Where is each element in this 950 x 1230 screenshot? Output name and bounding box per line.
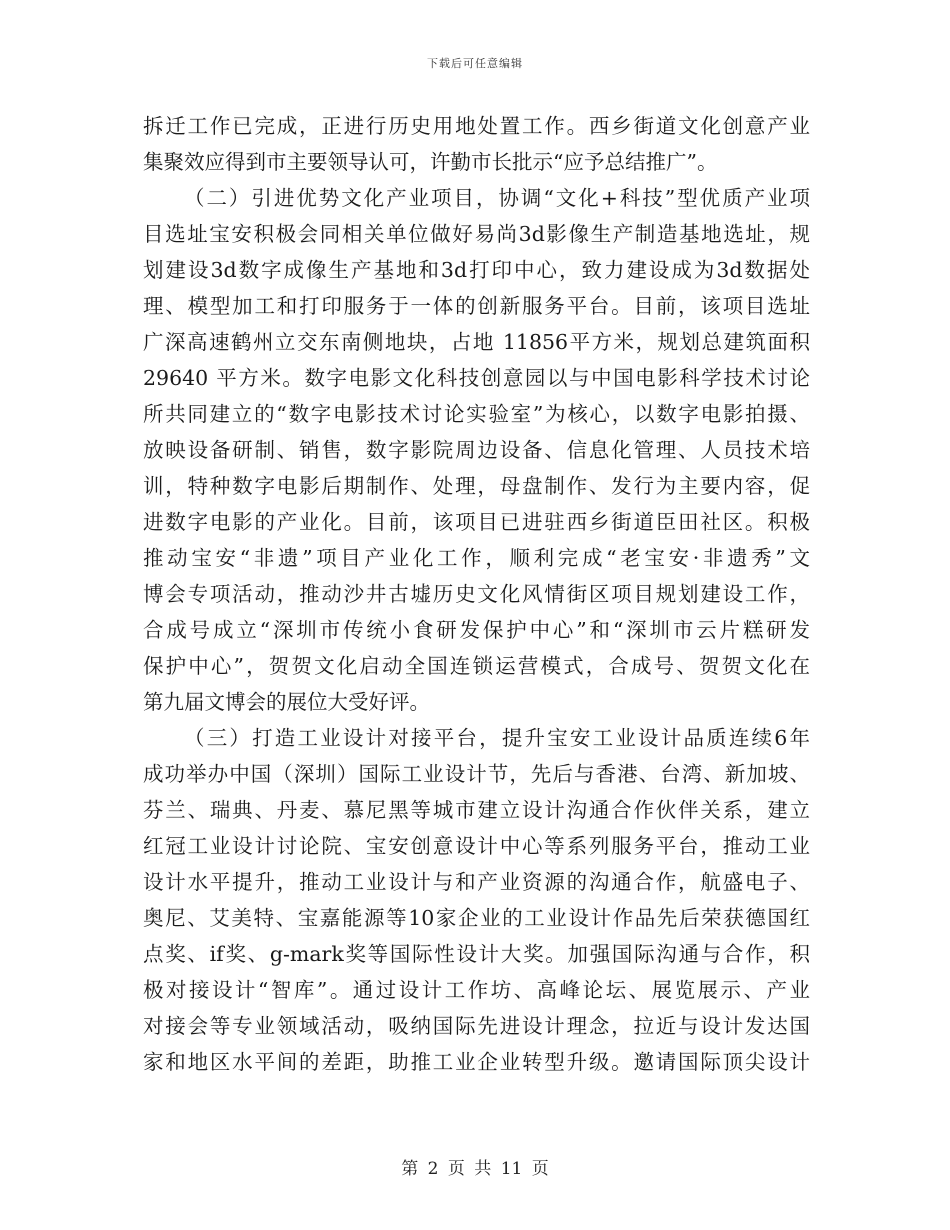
body-line: 所共同建立的“数字电影技术讨论实验室”为核心，以数字电影拍摄、 xyxy=(143,402,810,426)
body-line: 集聚效应得到市主要领导认可，许勤市长批示“应予总结推广”。 xyxy=(143,150,718,174)
body-line: 保护中心”，贺贺文化启动全国连锁运营模式，合成号、贺贺文化在 xyxy=(143,654,810,678)
body-line: 划建设3d数字成像生产基地和3d打印中心，致力建设成为3d数据处 xyxy=(143,258,810,282)
body-line-paragraph-start: （二）引进优势文化产业项目，协调“文化+科技”型优质产业项 xyxy=(184,186,810,210)
page-header-note: 下载后可任意编辑 xyxy=(427,57,523,70)
body-line: 博会专项活动，推动沙井古墟历史文化风情街区项目规划建设工作， xyxy=(143,582,810,606)
body-line: 芬兰、瑞典、丹麦、慕尼黑等城市建立设计沟通合作伙伴关系，建立 xyxy=(143,798,810,822)
body-line: 理、模型加工和打印服务于一体的创新服务平台。目前，该项目选址 xyxy=(143,294,810,318)
body-line: 设计水平提升，推动工业设计与和产业资源的沟通合作，航盛电子、 xyxy=(143,870,810,894)
body-line: 广深高速鹤州立交东南侧地块，占地 11856平方米，规划总建筑面积 xyxy=(143,330,810,354)
body-line: 极对接设计“智库”。通过设计工作坊、高峰论坛、展览展示、产业 xyxy=(143,978,810,1002)
body-line: 奥尼、艾美特、宝嘉能源等10家企业的工业设计作品先后荣获德国红 xyxy=(143,906,810,930)
body-line: 目选址宝安积极会同相关单位做好易尚3d影像生产制造基地选址，规 xyxy=(143,222,810,246)
body-line: 家和地区水平间的差距，助推工业企业转型升级。邀请国际顶尖设计 xyxy=(143,1050,810,1074)
body-line: 推动宝安“非遗”项目产业化工作，顺利完成“老宝安·非遗秀”文 xyxy=(143,546,810,570)
document-body xyxy=(143,108,810,1080)
body-line: 对接会等专业领域活动，吸纳国际先进设计理念，拉近与设计发达国 xyxy=(143,1014,810,1038)
body-line: 进数字电影的产业化。目前，该项目已进驻西乡街道臣田社区。积极 xyxy=(143,510,810,534)
body-line-paragraph-start: （三）打造工业设计对接平台，提升宝安工业设计品质连续6年 xyxy=(184,726,810,750)
body-line: 训，特种数字电影后期制作、处理，母盘制作、发行为主要内容，促 xyxy=(143,474,810,498)
body-line: 放映设备研制、销售，数字影院周边设备、信息化管理、人员技术培 xyxy=(143,438,810,462)
body-line: 29640 平方米。数字电影文化科技创意园以与中国电影科学技术讨论 xyxy=(143,366,810,390)
page-number-footer: 第 2 页 共 11 页 xyxy=(401,1159,549,1179)
body-line: 点奖、if奖、g-mark奖等国际性设计大奖。加强国际沟通与合作，积 xyxy=(143,942,810,966)
body-line: 红冠工业设计讨论院、宝安创意设计中心等系列服务平台，推动工业 xyxy=(143,834,810,858)
body-line: 第九届文博会的展位大受好评。 xyxy=(143,690,430,714)
body-line: 成功举办中国（深圳）国际工业设计节，先后与香港、台湾、新加坡、 xyxy=(143,762,810,786)
body-line: 合成号成立“深圳市传统小食研发保护中心”和“深圳市云片糕研发 xyxy=(143,618,810,642)
body-line: 拆迁工作已完成，正进行历史用地处置工作。西乡街道文化创意产业 xyxy=(143,114,810,138)
